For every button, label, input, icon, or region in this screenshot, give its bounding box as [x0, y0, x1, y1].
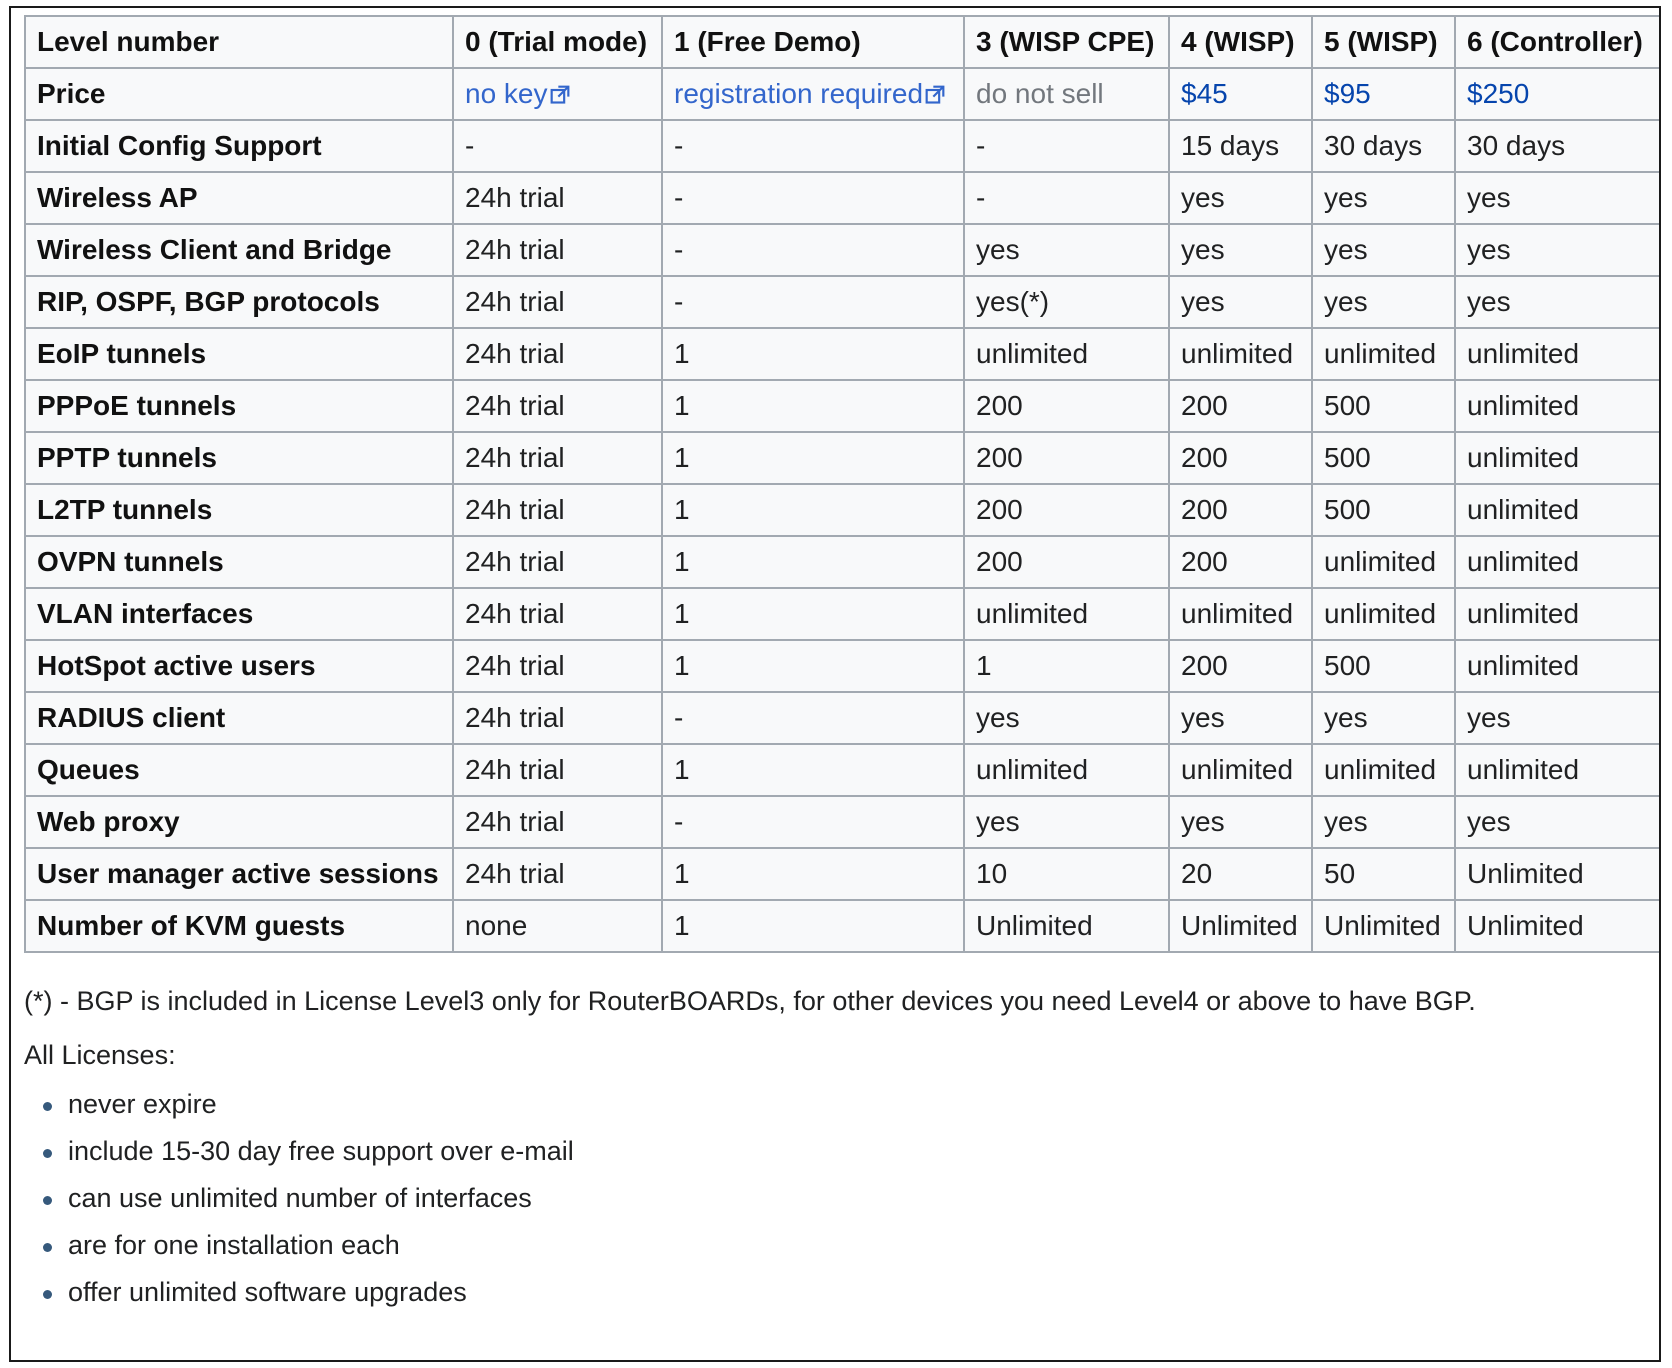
- value-cell: 200: [964, 484, 1169, 536]
- value-cell: yes: [1312, 692, 1455, 744]
- value-cell: yes: [1169, 172, 1312, 224]
- value-cell: 1: [662, 432, 964, 484]
- price-level6-link[interactable]: $250: [1467, 78, 1530, 109]
- feature-row: [25, 120, 1661, 172]
- value-cell: unlimited: [1312, 328, 1455, 380]
- value-cell: 24h trial: [453, 640, 662, 692]
- registration-required-link-text: registration required: [674, 78, 924, 109]
- row-label: VLAN interfaces: [25, 588, 453, 640]
- value-cell: 200: [1169, 484, 1312, 536]
- value-cell: 200: [1169, 432, 1312, 484]
- value-cell: -: [662, 796, 964, 848]
- feature-row: [25, 172, 1661, 224]
- value-cell: -: [662, 276, 964, 328]
- row-label: Price: [25, 68, 453, 120]
- row-label: RADIUS client: [25, 692, 453, 744]
- value-cell: yes: [1455, 172, 1661, 224]
- price-row: [25, 68, 1661, 120]
- header-cell: 4 (WISP): [1169, 16, 1312, 68]
- value-cell: unlimited: [1169, 588, 1312, 640]
- row-label: L2TP tunnels: [25, 484, 453, 536]
- value-cell: 30 days: [1455, 120, 1661, 172]
- value-cell: unlimited: [1312, 744, 1455, 796]
- bullet-dot-icon: [43, 1290, 52, 1299]
- value-cell: 500: [1312, 380, 1455, 432]
- price-cell: [1169, 68, 1312, 120]
- value-cell: unlimited: [1455, 536, 1661, 588]
- value-cell: yes: [1455, 796, 1661, 848]
- value-cell: yes: [1169, 692, 1312, 744]
- no-key-link[interactable]: [465, 78, 570, 109]
- value-cell: 200: [964, 432, 1169, 484]
- feature-row: [25, 276, 1661, 328]
- value-cell: -: [662, 224, 964, 276]
- feature-row: [25, 848, 1661, 900]
- value-cell: unlimited: [1455, 484, 1661, 536]
- price-cell: do not sell: [964, 68, 1169, 120]
- value-cell: yes: [1312, 224, 1455, 276]
- header-cell: 3 (WISP CPE): [964, 16, 1169, 68]
- all-licenses-heading: All Licenses:: [24, 1040, 176, 1070]
- value-cell: Unlimited: [1455, 848, 1661, 900]
- value-cell: -: [964, 120, 1169, 172]
- value-cell: 1: [964, 640, 1169, 692]
- row-label: Number of KVM guests: [25, 900, 453, 952]
- value-cell: 24h trial: [453, 224, 662, 276]
- value-cell: yes(*): [964, 276, 1169, 328]
- value-cell: 24h trial: [453, 328, 662, 380]
- feature-row: [25, 640, 1661, 692]
- list-item: [24, 1134, 1660, 1168]
- header-cell: 0 (Trial mode): [453, 16, 662, 68]
- price-cell: [1312, 68, 1455, 120]
- no-key-link-text: no key: [465, 78, 548, 109]
- external-link-icon: [925, 85, 945, 105]
- value-cell: 24h trial: [453, 692, 662, 744]
- value-cell: Unlimited: [1455, 900, 1661, 952]
- value-cell: unlimited: [1312, 588, 1455, 640]
- value-cell: 500: [1312, 484, 1455, 536]
- value-cell: Unlimited: [1169, 900, 1312, 952]
- value-cell: 200: [1169, 536, 1312, 588]
- value-cell: yes: [1455, 276, 1661, 328]
- list-item-text: include 15-30 day free support over e-mail: [68, 1136, 574, 1166]
- feature-row: [25, 432, 1661, 484]
- row-label: HotSpot active users: [25, 640, 453, 692]
- value-cell: -: [662, 692, 964, 744]
- row-label: OVPN tunnels: [25, 536, 453, 588]
- value-cell: unlimited: [1455, 640, 1661, 692]
- feature-row: [25, 328, 1661, 380]
- feature-row: [25, 484, 1661, 536]
- header-row: [25, 16, 1661, 68]
- page-content: [24, 15, 1660, 1322]
- value-cell: -: [662, 120, 964, 172]
- value-cell: 1: [662, 588, 964, 640]
- value-cell: 200: [1169, 640, 1312, 692]
- value-cell: 500: [1312, 640, 1455, 692]
- value-cell: yes: [964, 692, 1169, 744]
- value-cell: 24h trial: [453, 172, 662, 224]
- value-cell: unlimited: [1455, 744, 1661, 796]
- feature-row: [25, 744, 1661, 796]
- value-cell: unlimited: [1455, 380, 1661, 432]
- value-cell: unlimited: [964, 328, 1169, 380]
- value-cell: none: [453, 900, 662, 952]
- value-cell: unlimited: [1169, 744, 1312, 796]
- value-cell: 24h trial: [453, 588, 662, 640]
- all-licenses-list: [24, 1087, 1660, 1309]
- value-cell: yes: [1169, 276, 1312, 328]
- value-cell: yes: [1312, 172, 1455, 224]
- value-cell: yes: [1312, 276, 1455, 328]
- row-label: PPTP tunnels: [25, 432, 453, 484]
- bullet-dot-icon: [43, 1196, 52, 1205]
- header-cell: 5 (WISP): [1312, 16, 1455, 68]
- bullet-dot-icon: [43, 1243, 52, 1252]
- feature-row: [25, 900, 1661, 952]
- value-cell: yes: [1455, 692, 1661, 744]
- price-level4-link[interactable]: $45: [1181, 78, 1228, 109]
- feature-row: [25, 692, 1661, 744]
- value-cell: unlimited: [1455, 588, 1661, 640]
- row-label: Queues: [25, 744, 453, 796]
- value-cell: Unlimited: [1312, 900, 1455, 952]
- value-cell: unlimited: [964, 588, 1169, 640]
- list-item-text: offer unlimited software upgrades: [68, 1277, 467, 1307]
- feature-row: [25, 588, 1661, 640]
- bgp-footnote: (*) - BGP is included in License Level3 only for RouterBOARDs, for other devices you need Level4 or above to have BGP.: [24, 986, 1476, 1016]
- bullet-dot-icon: [43, 1149, 52, 1158]
- value-cell: yes: [1312, 796, 1455, 848]
- row-label: EoIP tunnels: [25, 328, 453, 380]
- value-cell: yes: [1169, 224, 1312, 276]
- row-label: RIP, OSPF, BGP protocols: [25, 276, 453, 328]
- value-cell: 1: [662, 328, 964, 380]
- list-item-text: never expire: [68, 1089, 217, 1119]
- value-cell: 50: [1312, 848, 1455, 900]
- row-label: Wireless Client and Bridge: [25, 224, 453, 276]
- feature-row: [25, 796, 1661, 848]
- feature-row: [25, 380, 1661, 432]
- value-cell: 10: [964, 848, 1169, 900]
- list-item: [24, 1087, 1660, 1121]
- value-cell: Unlimited: [964, 900, 1169, 952]
- value-cell: unlimited: [1455, 432, 1661, 484]
- value-cell: 200: [964, 380, 1169, 432]
- row-label: Wireless AP: [25, 172, 453, 224]
- value-cell: 24h trial: [453, 848, 662, 900]
- list-item-text: can use unlimited number of interfaces: [68, 1183, 532, 1213]
- row-label: Initial Config Support: [25, 120, 453, 172]
- list-item: [24, 1181, 1660, 1215]
- value-cell: unlimited: [964, 744, 1169, 796]
- value-cell: 24h trial: [453, 484, 662, 536]
- value-cell: yes: [1169, 796, 1312, 848]
- page-frame: [9, 6, 1661, 1362]
- value-cell: -: [964, 172, 1169, 224]
- row-label: Web proxy: [25, 796, 453, 848]
- value-cell: 24h trial: [453, 796, 662, 848]
- feature-row: [25, 536, 1661, 588]
- value-cell: 1: [662, 380, 964, 432]
- value-cell: 200: [964, 536, 1169, 588]
- price-cell: [453, 68, 662, 120]
- value-cell: 24h trial: [453, 744, 662, 796]
- value-cell: 30 days: [1312, 120, 1455, 172]
- header-cell: Level number: [25, 16, 453, 68]
- license-levels-table: [24, 15, 1661, 953]
- registration-required-link[interactable]: [674, 78, 945, 109]
- value-cell: 1: [662, 744, 964, 796]
- external-link-icon: [550, 85, 570, 105]
- value-cell: 200: [1169, 380, 1312, 432]
- row-label: User manager active sessions: [25, 848, 453, 900]
- value-cell: yes: [964, 796, 1169, 848]
- value-cell: 24h trial: [453, 276, 662, 328]
- price-cell: [1455, 68, 1661, 120]
- value-cell: 1: [662, 536, 964, 588]
- list-item-text: are for one installation each: [68, 1230, 400, 1260]
- value-cell: yes: [964, 224, 1169, 276]
- value-cell: -: [453, 120, 662, 172]
- price-level5-link[interactable]: $95: [1324, 78, 1371, 109]
- value-cell: -: [662, 172, 964, 224]
- feature-row: [25, 224, 1661, 276]
- value-cell: 24h trial: [453, 536, 662, 588]
- value-cell: yes: [1455, 224, 1661, 276]
- header-cell: 1 (Free Demo): [662, 16, 964, 68]
- bullet-dot-icon: [43, 1102, 52, 1111]
- value-cell: unlimited: [1312, 536, 1455, 588]
- value-cell: 1: [662, 848, 964, 900]
- value-cell: 1: [662, 900, 964, 952]
- value-cell: unlimited: [1169, 328, 1312, 380]
- value-cell: 1: [662, 484, 964, 536]
- value-cell: 1: [662, 640, 964, 692]
- header-cell: 6 (Controller): [1455, 16, 1661, 68]
- value-cell: unlimited: [1455, 328, 1661, 380]
- value-cell: 24h trial: [453, 380, 662, 432]
- list-item: [24, 1228, 1660, 1262]
- price-cell: [662, 68, 964, 120]
- list-item: [24, 1275, 1660, 1309]
- value-cell: 15 days: [1169, 120, 1312, 172]
- row-label: PPPoE tunnels: [25, 380, 453, 432]
- value-cell: 24h trial: [453, 432, 662, 484]
- value-cell: 20: [1169, 848, 1312, 900]
- value-cell: 500: [1312, 432, 1455, 484]
